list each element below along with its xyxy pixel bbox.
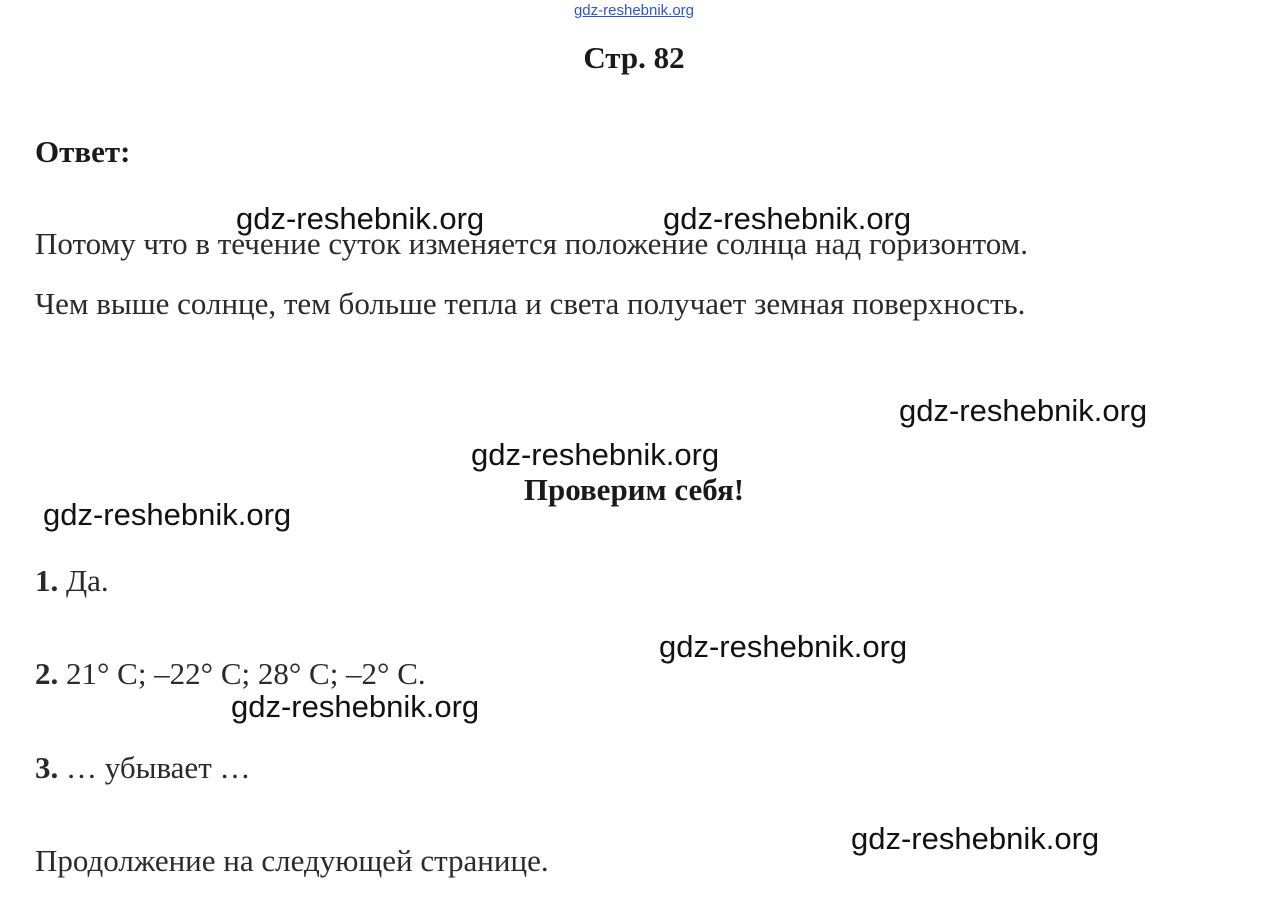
item-number: 1. — [35, 563, 59, 598]
watermark: gdz-reshebnik.org — [471, 437, 720, 472]
watermark: gdz-reshebnik.org — [659, 629, 908, 664]
section-title: Проверим себя! — [523, 472, 745, 507]
item-text: … убывает … — [66, 750, 251, 785]
watermark: gdz-reshebnik.org — [236, 201, 485, 236]
watermark: gdz-reshebnik.org — [899, 393, 1148, 428]
watermark: gdz-reshebnik.org — [851, 821, 1100, 856]
list-item-1 — [35, 563, 109, 599]
watermark: gdz-reshebnik.org — [43, 497, 292, 532]
item-text: 21° С; –22° С; 28° С; –2° С. — [66, 656, 426, 691]
answer-label: Ответ: — [35, 134, 131, 169]
answer-line-1: Потому что в течение суток изменяется положение солнца над горизонтом. — [35, 226, 1029, 261]
item-number: 3. — [35, 750, 59, 785]
list-item-2 — [35, 656, 426, 692]
continuation-note: Продолжение на следующей странице. — [35, 843, 549, 878]
watermark: gdz-reshebnik.org — [663, 201, 912, 236]
item-text: Да. — [66, 563, 109, 598]
site-link[interactable]: gdz-reshebnik.org — [573, 2, 695, 19]
list-item-3 — [35, 750, 251, 786]
answer-line-2: Чем выше солнце, тем больше тепла и света получает земная поверхность. — [35, 286, 1026, 321]
watermark: gdz-reshebnik.org — [231, 689, 480, 724]
item-number: 2. — [35, 656, 59, 691]
page-title: Стр. 82 — [583, 40, 685, 75]
